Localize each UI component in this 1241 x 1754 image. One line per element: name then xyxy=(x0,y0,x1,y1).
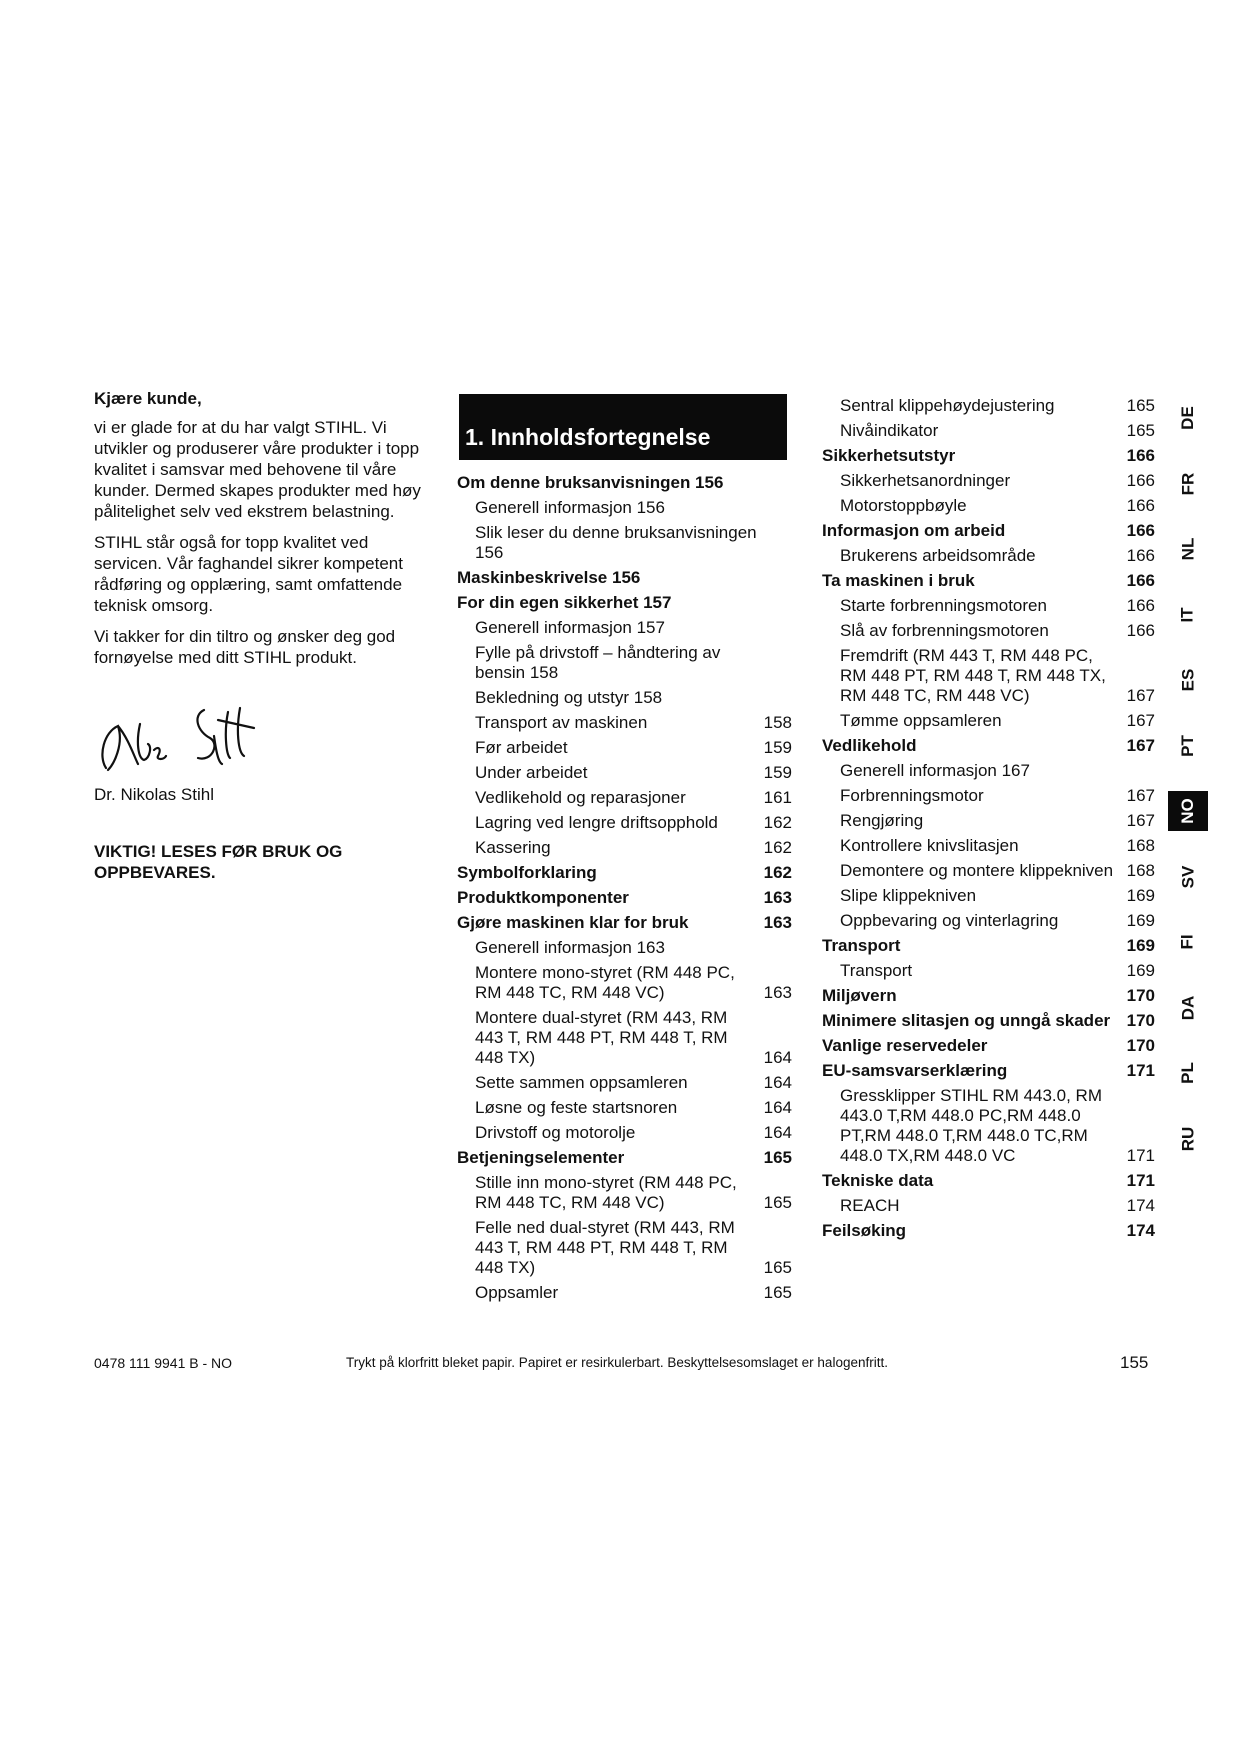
letter-paragraph: Vi takker for din tiltro og ønsker deg god fornøyelse med ditt STIHL produkt. xyxy=(94,627,396,667)
toc-subsection[interactable] xyxy=(822,886,1155,906)
toc-entry-page: 166 xyxy=(1126,571,1155,590)
toc-subsection[interactable] xyxy=(822,961,1155,981)
toc-subsection[interactable] xyxy=(822,811,1155,831)
toc-entry-page: 163 xyxy=(763,983,792,1002)
toc-entry-title: Gressklipper STIHL RM 443.0, RM 443.0 T,RM 448.0 PC,RM 448.0 PT,RM 448.0 T,RM 448.0 TC,RM 448.0 TX,RM 448.0 VC xyxy=(840,1086,1102,1165)
toc-entry-page: 165 xyxy=(1126,396,1155,415)
toc-right-column xyxy=(822,396,1155,1246)
toc-entry-title: Slå av forbrenningsmotoren xyxy=(840,621,1049,640)
toc-subsection[interactable] xyxy=(822,621,1155,641)
toc-entry-page: 170 xyxy=(1126,1011,1155,1030)
toc-entry-page: 167 xyxy=(1126,711,1155,730)
toc-subsection[interactable] xyxy=(457,498,792,518)
toc-entry-title: Demontere og montere klippekniven xyxy=(840,861,1114,880)
toc-subsection[interactable] xyxy=(457,1173,792,1213)
toc-subsection[interactable] xyxy=(457,763,792,783)
toc-subsection[interactable] xyxy=(822,836,1155,856)
toc-entry-title: Slik leser du denne bruksanvisningen 156 xyxy=(475,523,757,562)
toc-entry-page: 166 xyxy=(1126,471,1155,490)
toc-section[interactable] xyxy=(822,521,1155,541)
language-tab-fi[interactable] xyxy=(1168,922,1208,962)
toc-entry-page: 166 xyxy=(1126,546,1155,565)
toc-entry-title: Produktkomponenter xyxy=(457,888,629,907)
toc-entry-title: Bekledning og utstyr 158 xyxy=(475,688,663,707)
toc-subsection[interactable] xyxy=(457,1008,792,1068)
signer-name: Dr. Nikolas Stihl xyxy=(94,785,214,804)
toc-entry-page: 162 xyxy=(763,838,792,857)
toc-entry-title: Lagring ved lengre driftsopphold xyxy=(475,813,718,832)
toc-section[interactable] xyxy=(822,936,1155,956)
language-tab-label: PT xyxy=(1177,734,1197,757)
toc-entry-page: 167 xyxy=(1126,736,1155,755)
toc-entry-title: Under arbeidet xyxy=(475,763,588,782)
toc-section[interactable] xyxy=(822,736,1155,756)
toc-entry-title: Betjeningselementer xyxy=(457,1148,625,1167)
toc-heading: 1. Innholdsfortegnelse xyxy=(459,394,787,460)
toc-entry-page: 166 xyxy=(1126,621,1155,640)
toc-subsection[interactable] xyxy=(457,813,792,833)
toc-section[interactable] xyxy=(822,986,1155,1006)
toc-subsection[interactable] xyxy=(822,421,1155,441)
toc-entry-title: Oppbevaring og vinterlagring xyxy=(840,911,1059,930)
toc-entry-title: Kassering xyxy=(475,838,551,857)
toc-entry-page: 165 xyxy=(763,1283,792,1302)
toc-entry-title: Om denne bruksanvisningen 156 xyxy=(457,473,724,492)
toc-entry-title: Miljøvern xyxy=(822,986,897,1005)
toc-entry-page: 164 xyxy=(763,1048,792,1067)
toc-entry-title: Vedlikehold xyxy=(822,736,917,755)
toc-entry-title: Generell informasjon 157 xyxy=(475,618,665,637)
toc-subsection[interactable] xyxy=(457,523,792,563)
toc-entry-page: 165 xyxy=(763,1258,792,1277)
toc-entry-page: 167 xyxy=(1126,811,1155,830)
language-tab-label: NO xyxy=(1178,798,1197,824)
toc-entry-page: 163 xyxy=(763,888,792,907)
toc-entry-title: Fremdrift (RM 443 T, RM 448 PC, RM 448 PT, RM 448 T, RM 448 TX, RM 448 TC, RM 448 VC) xyxy=(840,646,1106,705)
language-tab-label: PL xyxy=(1177,1062,1197,1084)
toc-entry-title: Vanlige reservedeler xyxy=(822,1036,988,1055)
toc-section[interactable] xyxy=(457,913,792,933)
letter-paragraph: vi er glade for at du har valgt STIHL. Vi utvikler og produserer våre produkter i topp kvalitet i samsvar med behovene til våre kunder. Dermed skapes produkter med høy pålitelighet selv ved ekstrem belastning. xyxy=(94,418,421,521)
toc-entry-title: For din egen sikkerhet 157 xyxy=(457,593,672,612)
toc-entry-page: 163 xyxy=(763,913,792,932)
toc-section[interactable] xyxy=(822,1221,1155,1241)
toc-entry-page: 166 xyxy=(1126,596,1155,615)
toc-entry-page: 170 xyxy=(1126,986,1155,1005)
toc-subsection[interactable] xyxy=(822,496,1155,516)
paper-note: Trykt på klorfritt bleket papir. Papiret er resirkulerbart. Beskyttelsesomslaget er halogenfritt. xyxy=(346,1355,888,1370)
language-tab-fr[interactable] xyxy=(1168,464,1208,504)
toc-subsection[interactable] xyxy=(457,1073,792,1093)
toc-subsection[interactable] xyxy=(457,688,792,708)
toc-subsection[interactable] xyxy=(457,713,792,733)
toc-subsection[interactable] xyxy=(822,861,1155,881)
toc-entry-page: 165 xyxy=(763,1148,792,1167)
language-tab-it[interactable] xyxy=(1168,595,1208,635)
toc-entry-page: 164 xyxy=(763,1098,792,1117)
toc-subsection[interactable] xyxy=(457,963,792,1003)
language-tab-nl[interactable] xyxy=(1168,529,1208,569)
toc-entry-title: Løsne og feste startsnoren xyxy=(475,1098,678,1117)
toc-entry-title: Informasjon om arbeid xyxy=(822,521,1006,540)
toc-entry-page: 169 xyxy=(1126,911,1155,930)
toc-entry-page: 166 xyxy=(1126,496,1155,515)
toc-entry-page: 169 xyxy=(1126,961,1155,980)
toc-entry-title: Sikkerhetsutstyr xyxy=(822,446,956,465)
toc-entry-title: Symbolforklaring xyxy=(457,863,597,882)
toc-section[interactable] xyxy=(822,446,1155,466)
toc-entry-page: 169 xyxy=(1126,886,1155,905)
page-number: 155 xyxy=(1120,1353,1149,1372)
toc-section[interactable] xyxy=(457,473,792,493)
language-tab-da[interactable] xyxy=(1168,988,1208,1028)
toc-entry-page: 165 xyxy=(1126,421,1155,440)
toc-entry-page: 159 xyxy=(763,738,792,757)
toc-subsection[interactable] xyxy=(457,1098,792,1118)
toc-entry-title: Maskinbeskrivelse 156 xyxy=(457,568,641,587)
toc-subsection[interactable] xyxy=(457,838,792,858)
toc-section[interactable] xyxy=(822,1011,1155,1031)
language-tab-label: NL xyxy=(1177,537,1197,561)
toc-entry-title: Kontrollere knivslitasjen xyxy=(840,836,1019,855)
toc-subsection[interactable] xyxy=(457,618,792,638)
toc-entry-page: 161 xyxy=(763,788,792,807)
toc-entry-title: Slipe klippekniven xyxy=(840,886,977,905)
toc-section[interactable] xyxy=(822,1061,1155,1081)
signature xyxy=(94,698,424,784)
toc-subsection[interactable] xyxy=(822,646,1155,706)
toc-entry-title: Fylle på drivstoff – håndtering av bensin 158 xyxy=(475,643,721,682)
language-tab-ru[interactable] xyxy=(1168,1119,1208,1159)
toc-entry-title: Rengjøring xyxy=(840,811,924,830)
language-tab-sv[interactable] xyxy=(1168,857,1208,897)
language-tab-pl[interactable] xyxy=(1168,1053,1208,1093)
toc-subsection[interactable] xyxy=(822,1196,1155,1216)
toc-subsection[interactable] xyxy=(822,396,1155,416)
language-tab-es[interactable] xyxy=(1168,660,1208,700)
toc-entry-title: Generell informasjon 163 xyxy=(475,938,665,957)
toc-subsection[interactable] xyxy=(822,786,1155,806)
toc-entry-title: Felle ned dual-styret (RM 443, RM 443 T, RM 448 PT, RM 448 T, RM 448 TX) xyxy=(475,1218,735,1277)
language-tab-label: IT xyxy=(1177,606,1197,623)
toc-entry-title: Stille inn mono-styret (RM 448 PC, RM 448 TC, RM 448 VC) xyxy=(475,1173,737,1212)
toc-subsection[interactable] xyxy=(822,596,1155,616)
language-tab-label: SV xyxy=(1178,865,1197,888)
toc-entry-page: 174 xyxy=(1126,1221,1155,1240)
language-tab-de[interactable] xyxy=(1168,398,1208,438)
toc-section[interactable] xyxy=(822,1171,1155,1191)
toc-entry-title: Ta maskinen i bruk xyxy=(822,571,975,590)
toc-subsection[interactable] xyxy=(457,938,792,958)
language-tabs xyxy=(1168,398,1208,1184)
language-tab-label: ES xyxy=(1178,668,1197,692)
toc-entry-title: Minimere slitasjen og unngå skader xyxy=(822,1011,1111,1030)
toc-entry-title: Sentral klippehøydejustering xyxy=(840,396,1055,415)
letter-paragraph: STIHL står også for topp kvalitet ved servicen. Vår faghandel sikrer kompetent rådføring og opplæring, samt omfattende teknisk omsorg. xyxy=(94,533,403,615)
toc-entry-title: Generell informasjon 156 xyxy=(475,498,665,517)
toc-entry-title: Sikkerhetsanordninger xyxy=(840,471,1011,490)
toc-entry-page: 166 xyxy=(1126,446,1155,465)
toc-entry-page: 165 xyxy=(763,1193,792,1212)
toc-entry-title: Starte forbrenningsmotoren xyxy=(840,596,1047,615)
toc-entry-page: 158 xyxy=(763,713,792,732)
toc-entry-page: 159 xyxy=(763,763,792,782)
toc-subsection[interactable] xyxy=(822,1086,1155,1166)
toc-subsection[interactable] xyxy=(457,788,792,808)
toc-entry-title: Transport av maskinen xyxy=(475,713,648,732)
toc-entry-page: 171 xyxy=(1126,1171,1155,1190)
toc-entry-title: Forbrenningsmotor xyxy=(840,786,984,805)
toc-entry-title: Nivåindikator xyxy=(840,421,939,440)
toc-entry-page: 174 xyxy=(1126,1196,1155,1215)
toc-subsection[interactable] xyxy=(457,1123,792,1143)
toc-entry-page: 162 xyxy=(763,863,792,882)
toc-subsection[interactable] xyxy=(822,546,1155,566)
language-tab-label: DA xyxy=(1178,995,1197,1020)
signature-drawing xyxy=(94,698,264,784)
toc-entry-title: Montere dual-styret (RM 443, RM 443 T, RM 448 PT, RM 448 T, RM 448 TX) xyxy=(475,1008,728,1067)
toc-entry-title: Tekniske data xyxy=(822,1171,934,1190)
toc-subsection[interactable] xyxy=(457,1218,792,1278)
toc-entry-page: 166 xyxy=(1126,521,1155,540)
toc-section[interactable] xyxy=(457,888,792,908)
language-tab-no[interactable] xyxy=(1168,791,1208,831)
toc-entry-page: 168 xyxy=(1126,836,1155,855)
toc-entry-title: EU-samsvarserklæring xyxy=(822,1061,1008,1080)
document-code: 0478 111 9941 B - NO xyxy=(94,1355,233,1371)
toc-section[interactable] xyxy=(822,1036,1155,1056)
toc-subsection[interactable] xyxy=(822,471,1155,491)
toc-entry-title: Transport xyxy=(822,936,901,955)
toc-section[interactable] xyxy=(457,593,792,613)
language-tab-label: DE xyxy=(1178,406,1197,430)
toc-section[interactable] xyxy=(457,1148,792,1168)
toc-entry-title: Sette sammen oppsamleren xyxy=(475,1073,688,1092)
toc-entry-title: Feilsøking xyxy=(822,1221,907,1240)
toc-entry-page: 164 xyxy=(763,1123,792,1142)
toc-subsection[interactable] xyxy=(457,643,792,683)
letter xyxy=(94,388,424,893)
toc-section[interactable] xyxy=(457,568,792,588)
language-tab-label: FI xyxy=(1177,934,1197,950)
toc-entry-title: Brukerens arbeidsområde xyxy=(840,546,1036,565)
toc-entry-page: 168 xyxy=(1126,861,1155,880)
toc-entry-title: Vedlikehold og reparasjoner xyxy=(475,788,686,807)
language-tab-pt[interactable] xyxy=(1168,726,1208,766)
toc-entry-title: Generell informasjon 167 xyxy=(840,761,1030,780)
toc-entry-title: Gjøre maskinen klar for bruk xyxy=(457,913,689,932)
toc-section[interactable] xyxy=(457,863,792,883)
toc-section[interactable] xyxy=(822,571,1155,591)
toc-subsection[interactable] xyxy=(457,1283,792,1303)
toc-entry-title: Tømme oppsamleren xyxy=(840,711,1002,730)
toc-entry-page: 171 xyxy=(1126,1146,1155,1165)
toc-entry-page: 170 xyxy=(1126,1036,1155,1055)
toc-entry-page: 164 xyxy=(763,1073,792,1092)
toc-entry-page: 167 xyxy=(1126,786,1155,805)
toc-entry-page: 171 xyxy=(1126,1061,1155,1080)
toc-entry-page: 169 xyxy=(1126,936,1155,955)
important-notice: VIKTIG! LESES FØR BRUK OG OPPBEVARES. xyxy=(94,842,343,882)
toc-left-column xyxy=(457,473,792,1308)
toc-entry-title: Før arbeidet xyxy=(475,738,568,757)
toc-entry-title: REACH xyxy=(840,1196,900,1215)
greeting: Kjære kunde, xyxy=(94,389,202,408)
toc-subsection[interactable] xyxy=(822,711,1155,731)
toc-entry-page: 167 xyxy=(1126,686,1155,705)
toc-entry-page: 162 xyxy=(763,813,792,832)
toc-entry-title: Oppsamler xyxy=(475,1283,559,1302)
toc-subsection[interactable] xyxy=(822,761,1155,781)
language-tab-label: RU xyxy=(1178,1126,1197,1151)
toc-entry-title: Transport xyxy=(840,961,913,980)
toc-subsection[interactable] xyxy=(457,738,792,758)
toc-entry-title: Drivstoff og motorolje xyxy=(475,1123,636,1142)
toc-entry-title: Montere mono-styret (RM 448 PC, RM 448 TC, RM 448 VC) xyxy=(475,963,735,1002)
toc-subsection[interactable] xyxy=(822,911,1155,931)
language-tab-label: FR xyxy=(1177,472,1197,495)
toc-entry-title: Motorstoppbøyle xyxy=(840,496,967,515)
